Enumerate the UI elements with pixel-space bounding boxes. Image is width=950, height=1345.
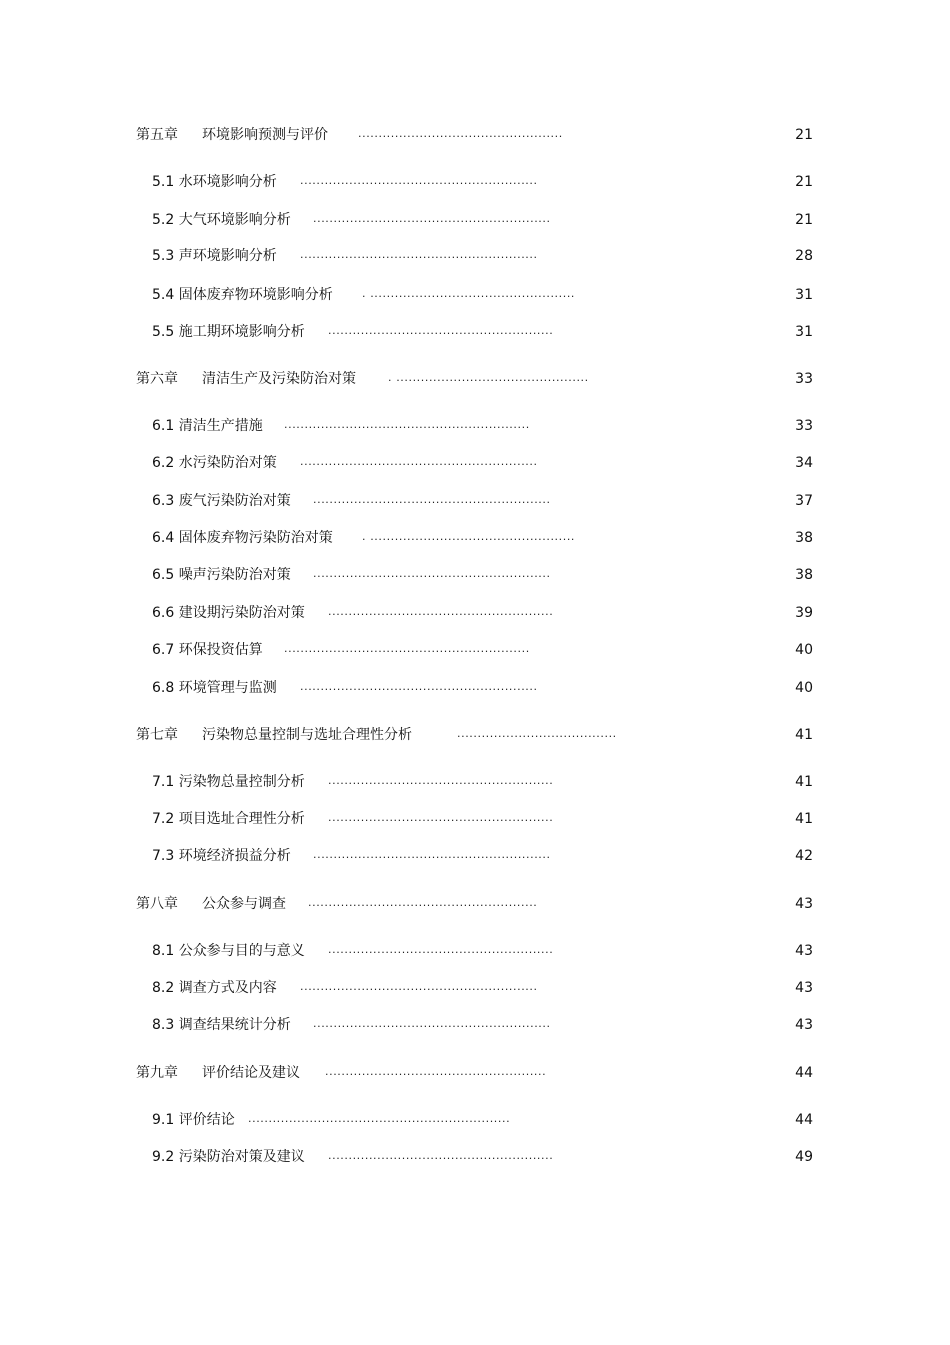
toc-section-entry[interactable] [0, 677, 950, 699]
page-number: 41 [795, 727, 813, 743]
section-number: 7.2 [152, 811, 175, 827]
dot-leader: ....................................................... [328, 324, 554, 337]
section-number: 9.2 [152, 1149, 175, 1165]
toc-section-entry[interactable] [0, 209, 950, 231]
toc-chapter-entry[interactable] [0, 893, 950, 915]
section-number: 5.5 [152, 324, 175, 340]
toc-entry-label [152, 808, 305, 830]
toc-entry-label [136, 1062, 300, 1084]
page-number: 43 [795, 980, 813, 996]
toc-section-entry[interactable] [0, 415, 950, 437]
toc-section-entry[interactable] [0, 1014, 950, 1036]
section-title: 项目选址合理性分析 [178, 811, 305, 827]
toc-entry-label [152, 845, 291, 867]
page-number: 44 [795, 1112, 813, 1128]
page-number: 43 [795, 943, 813, 959]
section-title: 水污染防治对策 [178, 455, 277, 471]
dot-leader: ...................................................... [325, 1065, 547, 1078]
dot-leader: ....................................................... [328, 1149, 554, 1162]
section-number: 5.4 [152, 287, 175, 303]
page-number: 38 [795, 567, 813, 583]
page-number: 44 [795, 1065, 813, 1081]
page-number: 31 [795, 287, 813, 303]
section-number: 6.4 [152, 530, 175, 546]
dot-leader: .......................................................... [313, 1017, 551, 1030]
dot-leader: ....................................... [457, 727, 617, 740]
dot-leader: ............................................................ [284, 418, 530, 431]
section-number: 6.5 [152, 567, 175, 583]
section-number: 6.3 [152, 493, 175, 509]
toc-section-entry[interactable] [0, 452, 950, 474]
toc-entry-label [152, 245, 277, 267]
section-title: 调查结果统计分析 [178, 1017, 291, 1033]
page-number: 49 [795, 1149, 813, 1165]
toc-entry-label [152, 677, 277, 699]
dot-leader: ....................................................... [328, 774, 554, 787]
toc-section-entry[interactable] [0, 245, 950, 267]
toc-section-entry[interactable] [0, 1109, 950, 1131]
section-title: 废气污染防治对策 [178, 493, 291, 509]
dot-leader: . ............................................... [388, 371, 589, 384]
toc-section-entry[interactable] [0, 940, 950, 962]
section-title: 污染防治对策及建议 [178, 1149, 305, 1165]
chapter-number: 第五章 [136, 127, 178, 143]
chapter-title: 环境影响预测与评价 [202, 127, 328, 143]
page-number: 41 [795, 774, 813, 790]
page-number: 37 [795, 493, 813, 509]
toc-entry-label [136, 368, 356, 390]
section-number: 7.1 [152, 774, 175, 790]
toc-entry-label [152, 415, 263, 437]
dot-leader: ................................................................ [248, 1112, 511, 1125]
chapter-title: 清洁生产及污染防治对策 [202, 371, 356, 387]
toc-entry-label [152, 564, 291, 586]
dot-leader: .......................................................... [300, 248, 538, 261]
dot-leader: .......................................................... [313, 493, 551, 506]
toc-section-entry[interactable] [0, 602, 950, 624]
section-number: 6.1 [152, 418, 175, 434]
toc-section-entry[interactable] [0, 808, 950, 830]
section-title: 环境管理与监测 [178, 680, 277, 696]
page-number: 40 [795, 642, 813, 658]
toc-section-entry[interactable] [0, 321, 950, 343]
section-title: 施工期环境影响分析 [178, 324, 305, 340]
chapter-number: 第六章 [136, 371, 178, 387]
toc-section-entry[interactable] [0, 284, 950, 306]
page-number: 31 [795, 324, 813, 340]
section-title: 建设期污染防治对策 [178, 605, 305, 621]
section-number: 8.1 [152, 943, 175, 959]
page-number: 33 [795, 371, 813, 387]
chapter-title: 评价结论及建议 [202, 1065, 300, 1081]
dot-leader: ....................................................... [328, 605, 554, 618]
page-number: 28 [795, 248, 813, 264]
section-title: 环境经济损益分析 [178, 848, 291, 864]
dot-leader: .......................................................... [300, 980, 538, 993]
toc-chapter-entry[interactable] [0, 124, 950, 146]
page-number: 21 [795, 212, 813, 228]
toc-entry-label [152, 284, 333, 306]
section-title: 评价结论 [178, 1112, 235, 1128]
toc-section-entry[interactable] [0, 1146, 950, 1168]
toc-entry-label [152, 1109, 235, 1131]
toc-entry-label [152, 321, 305, 343]
page-number: 38 [795, 530, 813, 546]
toc-entry-label [136, 124, 328, 146]
section-title: 水环境影响分析 [178, 174, 277, 190]
page-number: 21 [795, 174, 813, 190]
chapter-number: 第八章 [136, 896, 178, 912]
page-number: 41 [795, 811, 813, 827]
section-number: 6.7 [152, 642, 175, 658]
section-title: 固体废弃物环境影响分析 [178, 287, 333, 303]
dot-leader: ....................................................... [328, 943, 554, 956]
page-number: 21 [795, 127, 813, 143]
dot-leader: .......................................................... [300, 680, 538, 693]
section-title: 环保投资估算 [178, 642, 263, 658]
dot-leader: ........................................................ [308, 896, 538, 909]
section-title: 声环境影响分析 [178, 248, 277, 264]
toc-section-entry[interactable] [0, 977, 950, 999]
toc-entry-label [136, 893, 286, 915]
page-number: 33 [795, 418, 813, 434]
toc-chapter-entry[interactable] [0, 368, 950, 390]
chapter-number: 第七章 [136, 727, 178, 743]
dot-leader: .......................................................... [313, 567, 551, 580]
toc-entry-label [152, 490, 291, 512]
page-number: 43 [795, 1017, 813, 1033]
section-title: 公众参与目的与意义 [178, 943, 305, 959]
dot-leader: ............................................................ [284, 642, 530, 655]
toc-section-entry[interactable] [0, 639, 950, 661]
dot-leader: .......................................................... [300, 455, 538, 468]
chapter-title: 公众参与调查 [202, 896, 286, 912]
section-title: 固体废弃物污染防治对策 [178, 530, 333, 546]
dot-leader: .......................................................... [300, 174, 538, 187]
toc-section-entry[interactable] [0, 771, 950, 793]
chapter-title: 污染物总量控制与选址合理性分析 [202, 727, 412, 743]
section-number: 7.3 [152, 848, 175, 864]
section-title: 污染物总量控制分析 [178, 774, 305, 790]
toc-entry-label [152, 1146, 305, 1168]
toc-entry-label [152, 940, 305, 962]
toc-entry-label [152, 602, 305, 624]
section-number: 5.3 [152, 248, 175, 264]
toc-entry-label [136, 724, 412, 746]
toc-entry-label [152, 452, 277, 474]
toc-section-entry[interactable] [0, 171, 950, 193]
toc-section-entry[interactable] [0, 490, 950, 512]
dot-leader: ....................................................... [328, 811, 554, 824]
toc-section-entry[interactable] [0, 527, 950, 549]
section-number: 5.1 [152, 174, 175, 190]
section-title: 清洁生产措施 [178, 418, 263, 434]
toc-chapter-entry[interactable] [0, 1062, 950, 1084]
toc-entry-label [152, 977, 277, 999]
dot-leader: . .................................................. [362, 287, 576, 300]
page-number: 43 [795, 896, 813, 912]
toc-entry-label [152, 527, 333, 549]
page-number: 39 [795, 605, 813, 621]
toc-entry-label [152, 639, 263, 661]
section-number: 6.6 [152, 605, 175, 621]
page-number: 40 [795, 680, 813, 696]
toc-entry-label [152, 1014, 291, 1036]
section-number: 9.1 [152, 1112, 175, 1128]
section-number: 6.8 [152, 680, 175, 696]
toc-entry-label [152, 771, 305, 793]
section-number: 5.2 [152, 212, 175, 228]
toc-entry-label [152, 171, 277, 193]
dot-leader: .......................................................... [313, 212, 551, 225]
dot-leader: . .................................................. [362, 530, 576, 543]
toc-entry-label [152, 209, 291, 231]
toc-section-entry[interactable] [0, 845, 950, 867]
section-title: 噪声污染防治对策 [178, 567, 291, 583]
page-number: 34 [795, 455, 813, 471]
dot-leader: .......................................................... [313, 848, 551, 861]
toc-chapter-entry[interactable] [0, 724, 950, 746]
dot-leader: .................................................. [358, 127, 563, 140]
toc-section-entry[interactable] [0, 564, 950, 586]
section-number: 8.3 [152, 1017, 175, 1033]
section-title: 大气环境影响分析 [178, 212, 291, 228]
chapter-number: 第九章 [136, 1065, 178, 1081]
section-number: 8.2 [152, 980, 175, 996]
page-number: 42 [795, 848, 813, 864]
section-number: 6.2 [152, 455, 175, 471]
section-title: 调查方式及内容 [178, 980, 277, 996]
